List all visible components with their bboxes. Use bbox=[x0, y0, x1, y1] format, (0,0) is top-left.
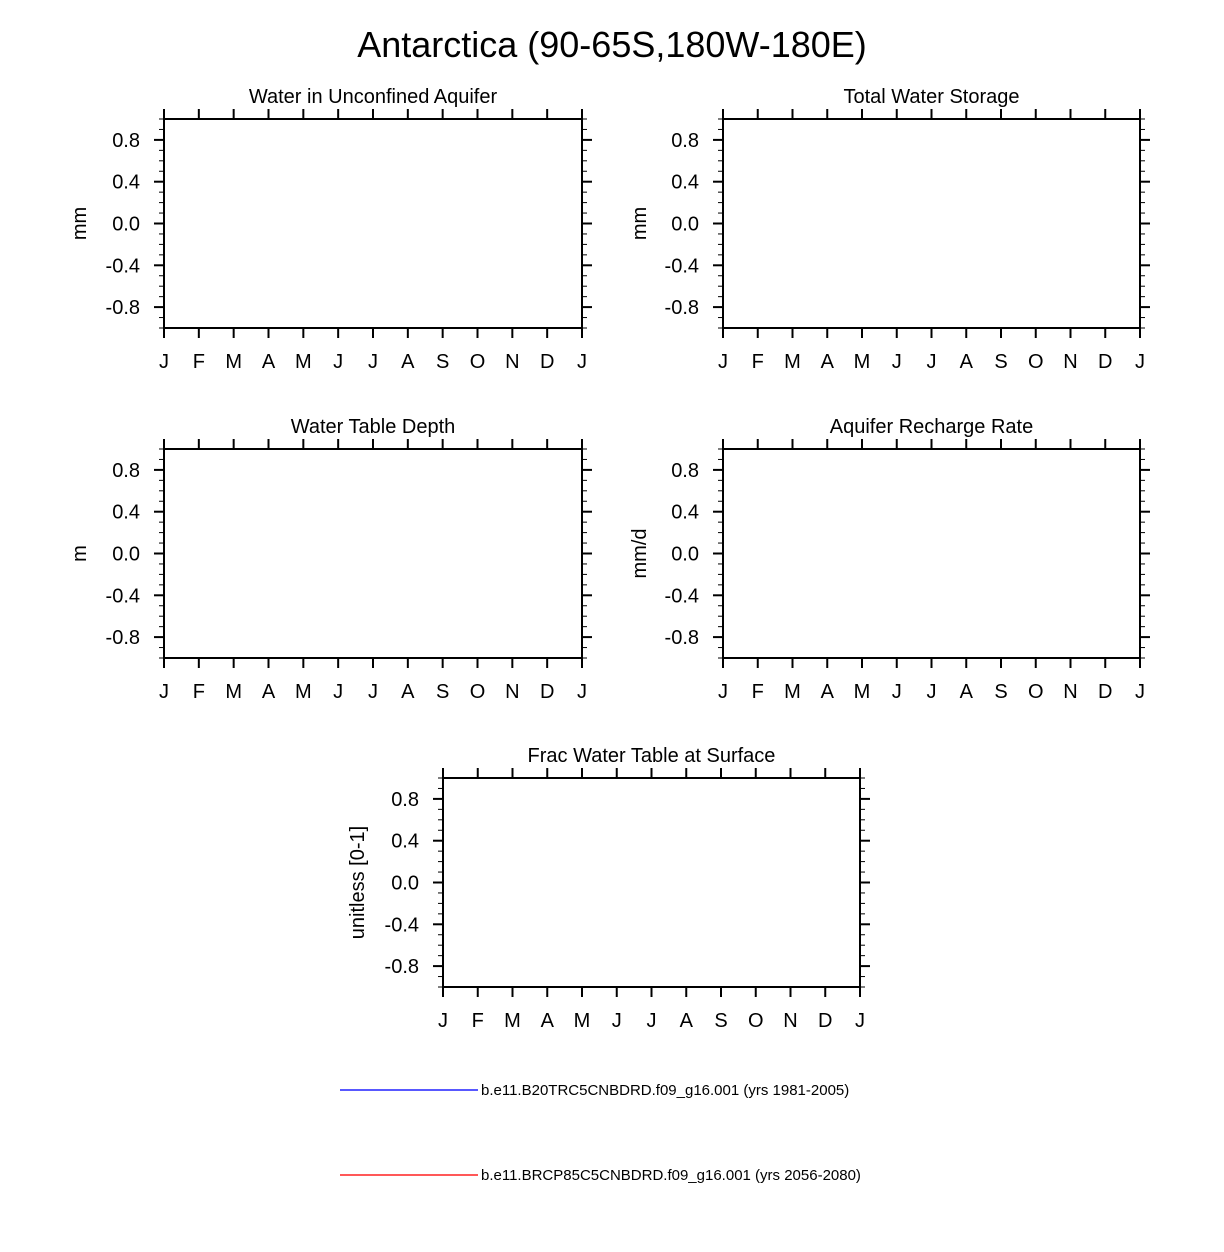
x-tick-label: M bbox=[504, 1010, 521, 1032]
y-tick-label: 0.4 bbox=[391, 830, 419, 853]
x-tick-label: M bbox=[784, 351, 801, 373]
y-axis-label: mm/d bbox=[629, 528, 651, 579]
x-tick-label: S bbox=[435, 681, 450, 703]
y-tick-label: -0.4 bbox=[384, 914, 419, 937]
y-tick-label: -0.8 bbox=[384, 956, 419, 979]
y-tick-label: -0.8 bbox=[105, 627, 140, 650]
x-tick-label: D bbox=[539, 681, 555, 703]
panel-title: Frac Water Table at Surface bbox=[527, 745, 776, 767]
panel-title: Water in Unconfined Aquifer bbox=[248, 86, 498, 108]
x-tick-label: J bbox=[718, 351, 728, 373]
x-tick-label: D bbox=[818, 1010, 833, 1032]
x-tick-label: A bbox=[401, 681, 415, 703]
plot-frame bbox=[723, 119, 1140, 328]
x-tick-label: J bbox=[333, 681, 344, 703]
x-tick-label: S bbox=[714, 1010, 728, 1032]
x-tick-label: J bbox=[438, 1010, 448, 1032]
y-tick-label: 0.0 bbox=[671, 213, 699, 236]
legend-label: b.e11.B20TRC5CNBDRD.f09_g16.001 (yrs 1981-2005) bbox=[481, 1082, 850, 1099]
panel-title: Water Table Depth bbox=[290, 416, 456, 438]
x-tick-label: M bbox=[225, 351, 243, 373]
x-tick-label: F bbox=[751, 681, 764, 703]
x-tick-label: J bbox=[646, 1010, 657, 1032]
x-tick-label: D bbox=[539, 351, 555, 373]
y-axis-label: mm bbox=[629, 206, 651, 241]
panel-2 bbox=[629, 86, 1150, 373]
x-tick-label: M bbox=[294, 351, 312, 373]
y-tick-label: -0.4 bbox=[105, 255, 140, 278]
x-tick-label: J bbox=[159, 681, 169, 703]
x-tick-label: A bbox=[401, 351, 415, 373]
y-tick-label: 0.0 bbox=[671, 543, 699, 566]
y-tick-label: 0.0 bbox=[112, 543, 140, 566]
y-tick-label: -0.4 bbox=[664, 255, 699, 278]
x-tick-label: J bbox=[577, 681, 587, 703]
x-tick-label: S bbox=[994, 351, 1008, 373]
plot-frame bbox=[723, 449, 1140, 658]
panel-4 bbox=[629, 416, 1150, 703]
x-tick-label: F bbox=[192, 351, 205, 373]
panel-3 bbox=[69, 416, 592, 703]
y-tick-label: -0.8 bbox=[664, 297, 699, 320]
x-tick-label: N bbox=[505, 681, 520, 703]
panel-1 bbox=[69, 86, 592, 373]
x-tick-label: F bbox=[471, 1010, 484, 1032]
y-tick-label: 0.4 bbox=[112, 171, 140, 194]
y-tick-label: 0.0 bbox=[391, 872, 419, 895]
x-tick-label: N bbox=[1063, 681, 1078, 703]
x-tick-label: S bbox=[435, 351, 450, 373]
x-tick-label: J bbox=[368, 351, 378, 373]
x-tick-label: N bbox=[783, 1010, 798, 1032]
x-tick-label: D bbox=[1098, 681, 1113, 703]
x-tick-label: J bbox=[1135, 351, 1145, 373]
y-tick-label: 0.0 bbox=[112, 213, 140, 236]
legend-entry-2 bbox=[340, 1167, 861, 1184]
x-tick-label: A bbox=[820, 681, 834, 703]
x-tick-label: M bbox=[853, 681, 871, 703]
x-tick-label: J bbox=[159, 351, 169, 373]
x-tick-label: J bbox=[926, 681, 937, 703]
y-tick-label: -0.8 bbox=[664, 627, 699, 650]
legend-label: b.e11.BRCP85C5CNBDRD.f09_g16.001 (yrs 2056-2080) bbox=[481, 1167, 861, 1184]
x-tick-label: N bbox=[505, 351, 520, 373]
x-tick-label: F bbox=[751, 351, 764, 373]
x-tick-label: M bbox=[573, 1010, 591, 1032]
plot-frame bbox=[164, 119, 582, 328]
x-tick-label: N bbox=[1063, 351, 1078, 373]
y-tick-label: -0.4 bbox=[664, 585, 699, 608]
x-tick-label: M bbox=[784, 681, 801, 703]
y-tick-label: 0.8 bbox=[671, 129, 699, 152]
x-tick-label: A bbox=[679, 1010, 693, 1032]
x-tick-label: J bbox=[577, 351, 587, 373]
x-tick-label: S bbox=[994, 681, 1008, 703]
y-tick-label: 0.8 bbox=[671, 459, 699, 482]
x-tick-label: J bbox=[718, 681, 728, 703]
plot-frame bbox=[164, 449, 582, 658]
x-tick-label: A bbox=[540, 1010, 554, 1032]
legend-entry-1 bbox=[340, 1082, 849, 1099]
x-tick-label: A bbox=[959, 681, 973, 703]
x-tick-label: O bbox=[1027, 681, 1044, 703]
x-tick-label: D bbox=[1098, 351, 1113, 373]
x-tick-label: O bbox=[747, 1010, 764, 1032]
x-tick-label: A bbox=[959, 351, 973, 373]
x-tick-label: A bbox=[820, 351, 834, 373]
y-axis-label: unitless [0-1] bbox=[347, 825, 369, 940]
y-tick-label: 0.4 bbox=[112, 501, 140, 524]
panel-title: Total Water Storage bbox=[843, 86, 1020, 108]
plot-frame bbox=[443, 778, 860, 987]
y-axis-label: mm bbox=[69, 206, 91, 241]
panel-5 bbox=[347, 745, 870, 1032]
y-tick-label: 0.4 bbox=[671, 501, 699, 524]
x-tick-label: J bbox=[891, 351, 902, 373]
y-tick-label: 0.4 bbox=[671, 171, 699, 194]
x-tick-label: M bbox=[853, 351, 871, 373]
y-tick-label: -0.8 bbox=[105, 297, 140, 320]
x-tick-label: A bbox=[261, 351, 276, 373]
x-tick-label: J bbox=[333, 351, 344, 373]
x-tick-label: J bbox=[611, 1010, 622, 1032]
y-tick-label: 0.8 bbox=[112, 129, 140, 152]
panel-title: Aquifer Recharge Rate bbox=[829, 416, 1034, 438]
x-tick-label: O bbox=[469, 681, 486, 703]
x-tick-label: M bbox=[225, 681, 243, 703]
y-tick-label: 0.8 bbox=[391, 788, 419, 811]
x-tick-label: J bbox=[891, 681, 902, 703]
x-tick-label: O bbox=[1027, 351, 1044, 373]
x-tick-label: J bbox=[926, 351, 937, 373]
y-tick-label: 0.8 bbox=[112, 459, 140, 482]
x-tick-label: A bbox=[261, 681, 276, 703]
x-tick-label: O bbox=[469, 351, 486, 373]
x-tick-label: J bbox=[1135, 681, 1145, 703]
y-axis-label: m bbox=[69, 545, 91, 562]
y-tick-label: -0.4 bbox=[105, 585, 140, 608]
x-tick-label: M bbox=[294, 681, 312, 703]
figure-title: Antarctica (90-65S,180W-180E) bbox=[357, 24, 867, 65]
x-tick-label: J bbox=[855, 1010, 865, 1032]
x-tick-label: F bbox=[192, 681, 205, 703]
x-tick-label: J bbox=[368, 681, 378, 703]
